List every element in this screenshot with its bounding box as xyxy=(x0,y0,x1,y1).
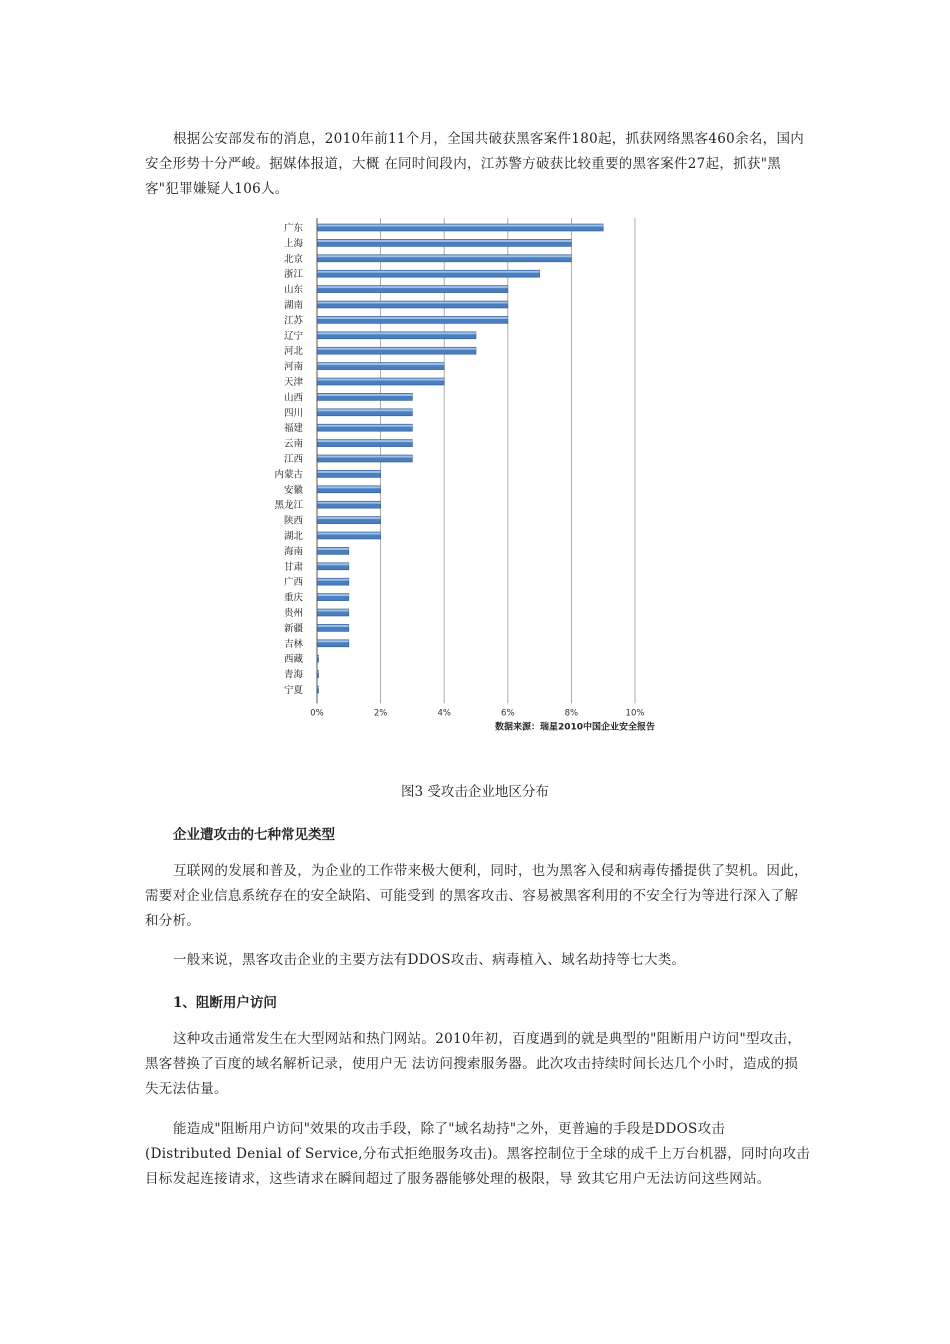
category-label: 青海 xyxy=(283,669,303,681)
category-label: 吉林 xyxy=(283,638,303,650)
x-tick-label: 8% xyxy=(564,708,579,719)
bar-highlight xyxy=(317,394,412,396)
category-label: 重庆 xyxy=(283,592,303,604)
category-label: 安徽 xyxy=(283,484,303,496)
category-label: 浙江 xyxy=(283,269,303,281)
bar-highlight xyxy=(317,363,444,365)
category-label: 山西 xyxy=(283,392,303,404)
bar-highlight xyxy=(317,332,476,334)
bar-highlight xyxy=(317,486,381,488)
bar-highlight xyxy=(317,409,412,411)
x-tick-label: 0% xyxy=(310,708,324,719)
region-bar-chart xyxy=(265,212,665,747)
internet-paragraph: 互联网的发展和普及，为企业的工作带来极大便利，同时，也为黑客入侵和病毒传播提供了契机。因此，需要对企业信息系统存在的安全缺陷、可能受到 的黑客攻击、容易被黑客利用的不安全行为等进行深入了解和分析。 xyxy=(145,863,808,929)
category-label: 天津 xyxy=(283,377,303,388)
baidu-paragraph: 这种攻击通常发生在大型网站和热门网站。2010年初，百度遇到的就是典型的"阻断用户访问"型攻击，黑客替换了百度的域名解析记录，使用户无 法访问搜索服务器。此次攻击持续时间长达几个小时，造成的损失无法估量。 xyxy=(145,1031,802,1097)
bar-highlight xyxy=(317,225,603,227)
bar-highlight xyxy=(317,425,412,427)
category-label: 甘肃 xyxy=(283,561,303,573)
bar-highlight xyxy=(317,610,349,612)
bar-highlight xyxy=(317,533,381,535)
section-heading: 企业遭攻击的七种常见类型 xyxy=(173,827,335,843)
x-tick-label: 10% xyxy=(625,708,645,719)
category-label: 黑龙江 xyxy=(274,500,303,512)
bar-highlight xyxy=(317,625,349,627)
bar-highlight xyxy=(317,348,476,350)
category-label: 海南 xyxy=(283,546,303,558)
category-label: 上海 xyxy=(283,238,303,250)
methods-paragraph: 一般来说，黑客攻击企业的主要方法有DDOS攻击、病毒植入、域名劫持等七大类。 xyxy=(173,952,686,968)
bar-highlight xyxy=(317,640,349,642)
category-label: 福建 xyxy=(283,423,303,435)
x-tick-label: 4% xyxy=(437,708,451,719)
category-label: 新疆 xyxy=(283,623,303,635)
figure-caption: 图3 受攻击企业地区分布 xyxy=(401,784,549,800)
category-label: 宁夏 xyxy=(283,685,303,696)
intro-paragraph: 根据公安部发布的消息，2010年前11个月，全国共破获黑客案件180起，抓获网络黑客460余名，国内安全形势十分严峻。据媒体报道，大概 在同时间段内，江苏警方破获比较重要的黑客案件27起，抓获"黑客"犯罪嫌疑人106人。 xyxy=(145,131,805,197)
bar-highlight xyxy=(317,302,508,304)
bar-highlight xyxy=(317,502,381,504)
ddos-paragraph: 能造成"阻断用户访问"效果的攻击手段，除了"域名劫持"之外，更普遍的手段是DDOS攻击(Distributed Denial of Service,分布式拒绝服务攻击)。黑客控制位于全球的成千上万台机器，同时向攻击目标发起连接请求，这些请求在瞬间超过了服务器能够处理的极限，导 致其它用户无法访问这些网站。 xyxy=(145,1121,811,1187)
bar-highlight xyxy=(317,379,444,381)
bar-highlight xyxy=(317,579,349,581)
category-label: 辽宁 xyxy=(283,330,303,342)
bar-highlight xyxy=(317,440,412,442)
category-label: 贵州 xyxy=(283,608,303,619)
bar-highlight xyxy=(317,240,571,242)
bar-highlight xyxy=(317,517,381,519)
bar-highlight xyxy=(317,255,571,257)
chart-source-note: 数据来源：瑞星2010中国企业安全报告 xyxy=(494,722,655,733)
category-label: 河南 xyxy=(283,361,303,373)
category-label: 四川 xyxy=(283,407,303,419)
category-label: 广西 xyxy=(283,577,303,589)
category-label: 北京 xyxy=(283,253,303,265)
bar-highlight xyxy=(317,548,349,550)
category-label: 江西 xyxy=(283,454,303,465)
category-label: 陕西 xyxy=(283,515,303,527)
x-tick-label: 2% xyxy=(373,708,388,719)
bar-highlight xyxy=(317,317,508,319)
category-label: 湖南 xyxy=(283,300,303,311)
category-label: 广东 xyxy=(283,223,303,234)
bar-highlight xyxy=(317,563,349,565)
bar-highlight xyxy=(317,286,508,288)
category-label: 内蒙古 xyxy=(274,469,303,481)
category-label: 西藏 xyxy=(283,654,303,666)
bar-highlight xyxy=(317,594,349,596)
bar-highlight xyxy=(317,271,540,273)
category-label: 云南 xyxy=(283,438,303,450)
subsection-heading: 1、阻断用户访问 xyxy=(173,995,277,1011)
category-label: 河北 xyxy=(283,346,303,358)
category-label: 江苏 xyxy=(283,315,303,327)
category-label: 湖北 xyxy=(283,531,303,542)
x-tick-label: 6% xyxy=(501,708,515,719)
category-label: 山东 xyxy=(283,284,303,296)
bar-highlight xyxy=(317,456,412,458)
bar-highlight xyxy=(317,471,381,473)
